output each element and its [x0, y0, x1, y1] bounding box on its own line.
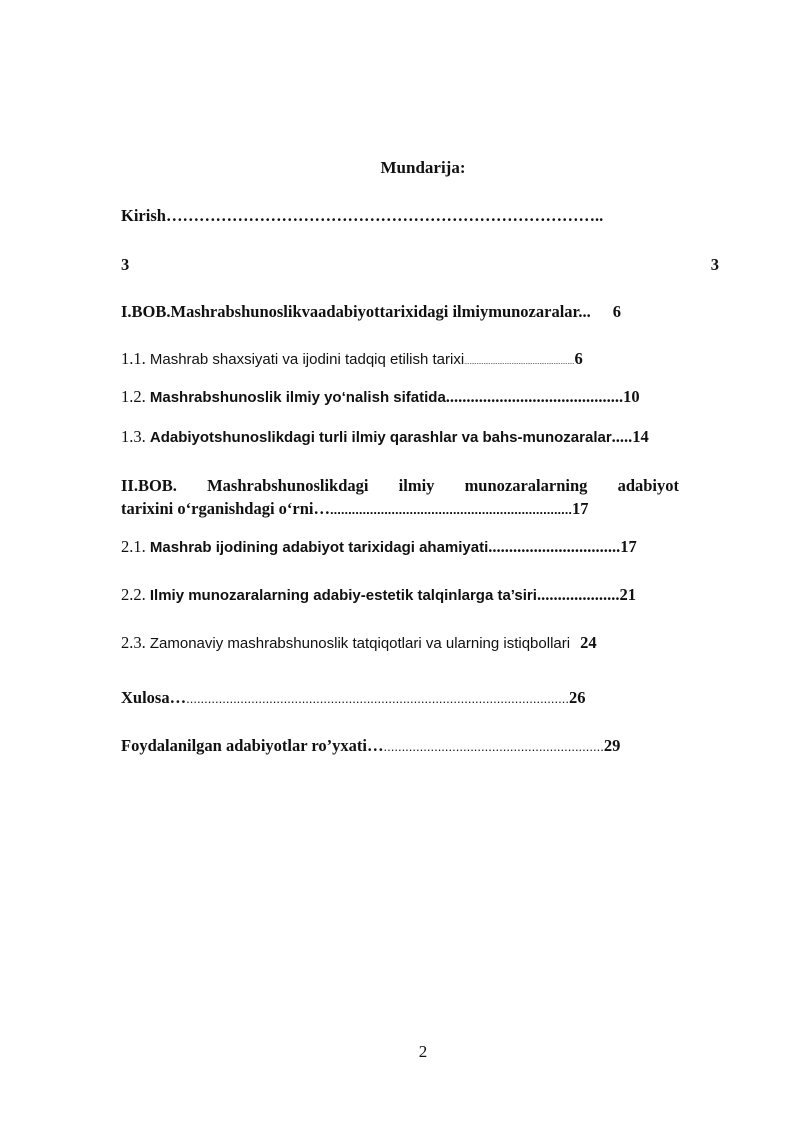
toc-entry-1-2 [121, 387, 640, 408]
toc-word: Mashrabshunoslikdagi [207, 476, 369, 495]
toc-entry-title: Zamonaviy mashrabshunoslik tatqiqotlari va ularning istiqbollari [149, 635, 571, 652]
toc-word: II.BOB. [121, 476, 177, 495]
toc-entry-title: Mashrab ijodining adabiyot tarixidagi ahamiyati [149, 539, 489, 556]
toc-entry-2-3 [121, 633, 597, 654]
toc-entry-chapter-2-line-2 [121, 499, 589, 520]
toc-leader: …………………………………………………………………….. [165, 206, 604, 225]
footer-page-number: 2 [418, 1042, 428, 1061]
toc-entry-title: Mashrab shaxsiyati va ijodini tadqiq etilish tarixi [149, 351, 465, 368]
toc-entry-number: 1.3. [121, 427, 146, 446]
toc-entry-kirish-pages [121, 255, 719, 275]
toc-leader: ................................................................... [330, 502, 573, 517]
toc-entry-kirish [121, 206, 603, 226]
toc-page-number: 6 [612, 302, 621, 321]
toc-entry-chapter-1 [121, 302, 621, 322]
toc-entry-label: Kirish [121, 206, 166, 225]
toc-page-number: 17 [572, 499, 589, 518]
toc-page-number: 29 [603, 736, 621, 755]
toc-entry-1-3 [121, 427, 649, 448]
toc-entry-number: 2.1. [121, 537, 146, 556]
toc-entry-2-1 [121, 537, 637, 558]
toc-entry-xulosa [121, 688, 585, 709]
toc-entry-title: Mashrabshunoslik ilmiy yo‘nalish sifatida [149, 389, 446, 406]
toc-leader: ..... [611, 427, 633, 446]
toc-entry-label: tarixini o‘rganishdagi o‘rni… [121, 499, 331, 518]
toc-page-number: 24 [580, 633, 597, 652]
toc-entry-number: 1.2. [121, 387, 146, 406]
toc-title: Mundarija: [380, 158, 466, 177]
toc-word: munozaralarning [464, 476, 588, 495]
toc-page-number: 17 [620, 537, 637, 556]
toc-page-number: 3 [121, 255, 130, 274]
toc-leader: ........................................... [445, 387, 624, 406]
toc-entry-number: 2.2. [121, 585, 146, 604]
toc-leader: ................................ [488, 537, 621, 556]
toc-entry-label: I.BOB.Mashrabshunoslikvaadabiyottarixidagi ilmiymunozaralar... [121, 302, 591, 321]
toc-word: ilmiy [398, 476, 435, 495]
toc-entry-1-1 [121, 349, 583, 372]
toc-page-number: 3 [710, 255, 719, 274]
toc-page-number: 14 [632, 427, 649, 446]
toc-page-number: 26 [568, 688, 586, 707]
toc-entry-number: 1.1. [121, 349, 146, 368]
toc-leader: ............................................................... [464, 358, 575, 366]
toc-entry-title: Ilmiy munozaralarning adabiy-estetik talqinlarga ta’siri [149, 587, 537, 604]
toc-page-number: 21 [619, 585, 636, 604]
toc-word: adabiyot [617, 476, 679, 495]
toc-leader: .................... [536, 585, 620, 604]
toc-page-number: 6 [574, 349, 583, 368]
toc-entry-title: Adabiyotshunoslikdagi turli ilmiy qarashlar va bahs-munozaralar [149, 429, 612, 446]
toc-entry-2-2 [121, 585, 636, 606]
toc-entry-label: Xulosa… [121, 688, 187, 707]
toc-entry-chapter-2-line-1 [121, 476, 679, 496]
toc-entry-label: Foydalanilgan adabiyotlar ro’yxati… [121, 736, 384, 755]
toc-page-number: 10 [623, 387, 640, 406]
toc-entry-bibliography [121, 736, 620, 757]
toc-leader: .......................................................................................................... [186, 691, 569, 706]
toc-leader: ............................................................. [383, 739, 604, 754]
toc-entry-number: 2.3. [121, 633, 146, 652]
